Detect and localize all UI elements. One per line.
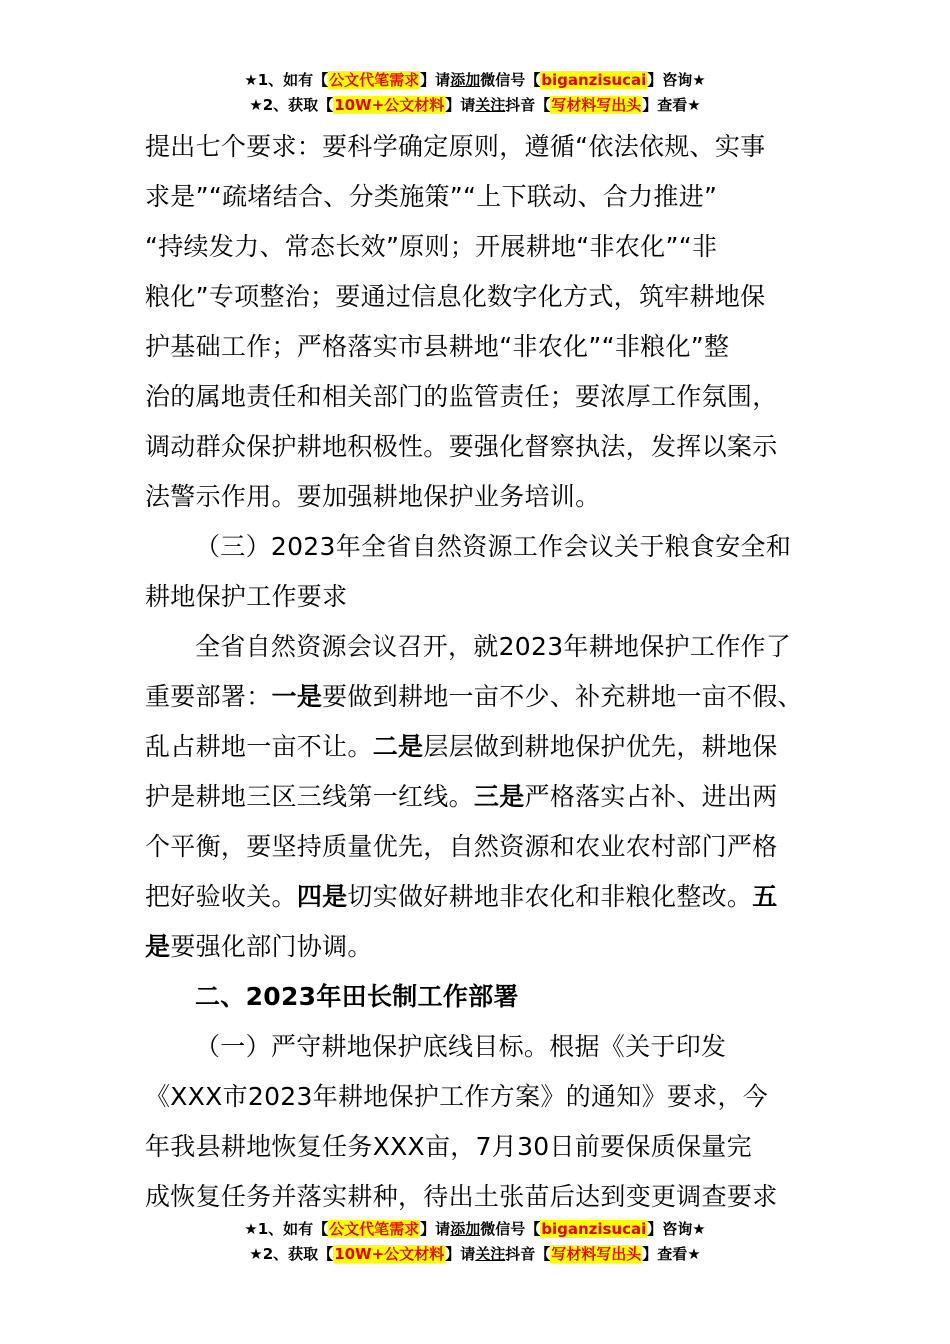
bold-marker: 五 (752, 882, 778, 911)
body-text: 护是耕地三区三线第一红线。 (145, 782, 474, 811)
body-line (145, 672, 815, 722)
promo-line-1 (0, 1217, 950, 1242)
promo-highlight: 公文代笔需求 (329, 71, 420, 89)
body-line: 护基础工作；严格落实市县耕地“非农化”“非粮化”整 (145, 332, 730, 361)
top-promo-banner (0, 68, 950, 118)
section-heading: （三）2023年全省自然资源工作会议关于粮食安全和 (195, 532, 792, 561)
bold-marker: 是 (145, 932, 171, 961)
promo-text: 抖音【 (505, 1245, 551, 1263)
promo-text: 微信号【 (480, 1220, 541, 1238)
promo-text: 】请 (445, 96, 476, 114)
bottom-promo-banner (0, 1217, 950, 1267)
promo-text: 微信号【 (480, 71, 541, 89)
promo-text: 】请 (420, 71, 451, 89)
promo-highlight: 10W+公文材料 (334, 96, 445, 114)
body-line: 年我县耕地恢复任务XXX亩，7月30日前要保质保量完 (145, 1132, 752, 1161)
promo-underline: 添加 (450, 1220, 481, 1238)
body-line: “持续发力、常态长效”原则；开展耕地“非农化”“非 (145, 232, 718, 261)
promo-text: 】请 (420, 1220, 451, 1238)
promo-highlight: 公文代笔需求 (329, 1220, 420, 1238)
promo-text: 抖音【 (505, 96, 551, 114)
body-text: 严格落实占补、进出两 (524, 782, 778, 811)
body-line (145, 872, 815, 922)
promo-text: ★1、如有【 (244, 1220, 329, 1238)
promo-text: 】咨询★ (647, 1220, 706, 1238)
promo-underline: 添加 (450, 71, 481, 89)
promo-highlight: 写材料写出头 (551, 96, 642, 114)
body-line: 调动群众保护耕地积极性。要强化督察执法，发挥以案示 (145, 432, 778, 461)
body-line: 求是”“疏堵结合、分类施策”“上下联动、合力推进” (145, 182, 718, 211)
chapter-heading: 二、2023年田长制工作部署 (195, 982, 519, 1011)
promo-underline: 关注 (475, 1245, 506, 1263)
body-line (145, 772, 815, 822)
body-text: 要做到耕地一亩不少、补充耕地一亩不假、 (322, 682, 803, 711)
body-line: 个平衡，要坚持质量优先，自然资源和农业农村部门严格 (145, 832, 778, 861)
bold-marker: 四是 (296, 882, 348, 911)
body-text: 重要部署： (145, 682, 272, 711)
body-line: 成恢复任务并落实耕种，待出土张苗后达到变更调查要求 (145, 1182, 778, 1211)
promo-highlight: biganzisucai (541, 1220, 647, 1238)
promo-highlight: biganzisucai (541, 71, 647, 89)
body-line: 提出七个要求：要科学确定原则，遵循“依法依规、实事 (145, 132, 766, 161)
body-text: 切实做好耕地非农化和非粮化整改。 (347, 882, 753, 911)
body-line: 粮化”专项整治；要通过信息化数字化方式，筑牢耕地保 (145, 282, 766, 311)
bold-marker: 三是 (473, 782, 525, 811)
promo-text: ★2、获取【 (249, 96, 334, 114)
promo-line-2 (0, 1242, 950, 1267)
promo-line-2 (0, 93, 950, 118)
body-text: 把好验收关。 (145, 882, 297, 911)
body-line: 全省自然资源会议召开，就2023年耕地保护工作作了 (195, 632, 792, 661)
body-line: 治的属地责任和相关部门的监管责任；要浓厚工作氛围， (145, 382, 778, 411)
promo-text: 】咨询★ (647, 71, 706, 89)
body-line (145, 922, 815, 972)
promo-line-1 (0, 68, 950, 93)
body-line: 法警示作用。要加强耕地保护业务培训。 (145, 482, 601, 511)
promo-text: 】请 (445, 1245, 476, 1263)
body-line (145, 722, 815, 772)
promo-underline: 关注 (475, 96, 506, 114)
body-text: 要强化部门协调。 (170, 932, 373, 961)
promo-text: ★1、如有【 (244, 71, 329, 89)
bold-marker: 二是 (372, 732, 424, 761)
body-line: （一）严守耕地保护底线目标。根据《关于印发 (195, 1032, 727, 1061)
promo-text: 】查看★ (642, 1245, 701, 1263)
promo-text: ★2、获取【 (249, 1245, 334, 1263)
bold-marker: 一是 (271, 682, 323, 711)
document-body (145, 122, 815, 1222)
body-text: 乱占耕地一亩不让。 (145, 732, 373, 761)
promo-highlight: 写材料写出头 (551, 1245, 642, 1263)
promo-text: 】查看★ (642, 96, 701, 114)
promo-highlight: 10W+公文材料 (334, 1245, 445, 1263)
body-line: 《XXX市2023年耕地保护工作方案》的通知》要求，今 (145, 1082, 769, 1111)
body-text: 层层做到耕地保护优先，耕地保 (423, 732, 778, 761)
section-heading-cont: 耕地保护工作要求 (145, 582, 348, 611)
